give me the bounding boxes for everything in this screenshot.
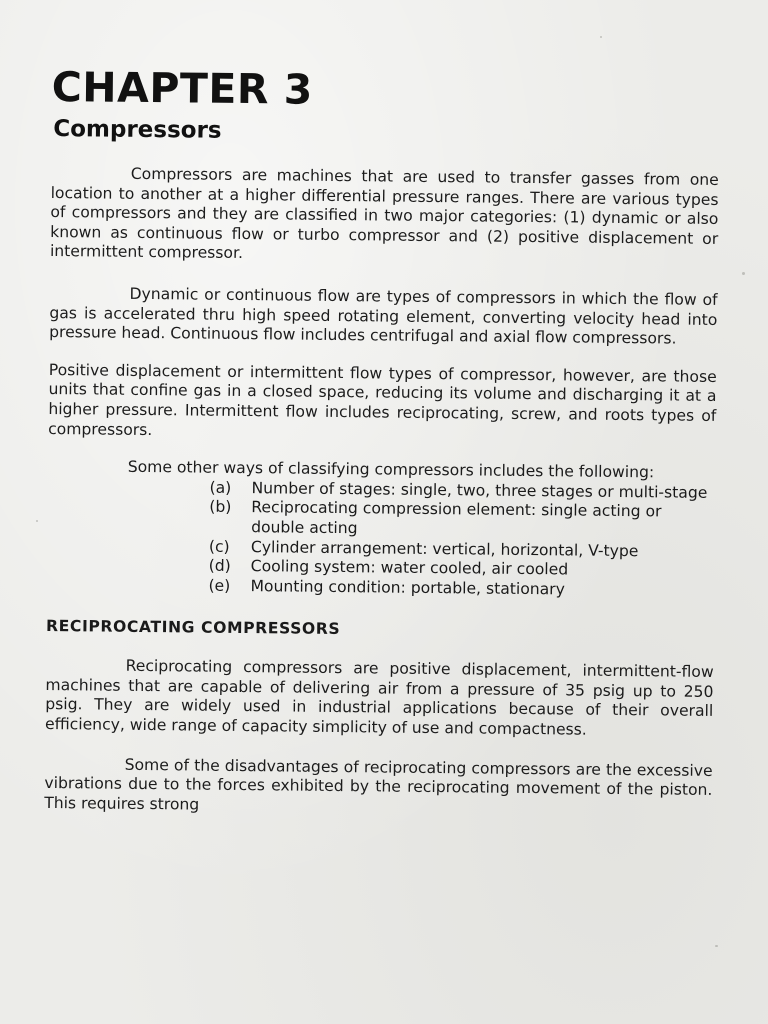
list-marker: (a) (209, 478, 232, 497)
list-item (208, 576, 714, 601)
list-item-text: Reciprocating compression element: single acting or double acting (251, 498, 662, 538)
chapter-title: CHAPTER 3 (51, 62, 314, 114)
list-marker: (d) (208, 556, 231, 575)
list-marker: (b) (209, 497, 232, 517)
list-item-text: Mounting condition: portable, stationary (250, 576, 565, 599)
section-heading: RECIPROCATING COMPRESSORS (45, 617, 341, 639)
disadvantages-paragraph: Some of the disadvantages of reciprocating compressors are the excessive vibrations due to the forces exhibited by the reciprocating movement of the piston. This requires strong (44, 755, 713, 814)
paper-speck (600, 36, 602, 38)
list-item-text: Number of stages: single, two, three stages or multi-stage (251, 478, 708, 502)
list-item (209, 498, 715, 542)
page-content (44, 62, 720, 820)
list-marker: (e) (208, 576, 231, 595)
list-marker: (c) (208, 537, 230, 556)
paper-speck (715, 945, 718, 947)
list-item-text: Cylinder arrangement: vertical, horizontal, V-type (250, 537, 639, 560)
list-item-text: Cooling system: water cooled, air cooled (250, 557, 569, 579)
paper-speck (742, 272, 745, 275)
intro-paragraph: Compressors are machines that are used to transfer gasses from one location to another at a higher differential pressure ranges. There are various types of compressors and they are classified in two major categories: (1) dynamic or also known as continuous flow or turbo compressor and (2) positive displacement or intermittent compressor. (49, 164, 719, 263)
chapter-subtitle: Compressors (53, 116, 222, 144)
positive-displacement-paragraph: Positive displacement or intermittent flow types of compressor, however, are those units that confine gas in a closed space, reducing its volume and discharging it at a higher pressure. Intermittent flow includes reciprocating, screw, and roots types of compressors. (48, 360, 717, 439)
dynamic-flow-paragraph: Dynamic or continuous flow are types of compressors in which the flow of gas is accelerated thru high speed rotating element, converting velocity head into pressure head. Continuous flow includes centrifugal and axial flow compressors. (49, 284, 718, 348)
classification-list (208, 478, 715, 601)
paper-speck (36, 520, 38, 522)
reciprocating-paragraph: Reciprocating compressors are positive displacement, intermittent-flow machines that are capable of delivering air from a pressure of 35 psig up to 250 psig. They are widely used in industrial applications because of their overall efficiency, wide range of capacity simplicity of use and compactness. (44, 657, 714, 739)
classification-intro-paragraph: Some other ways of classifying compressors includes the following: (127, 457, 655, 482)
